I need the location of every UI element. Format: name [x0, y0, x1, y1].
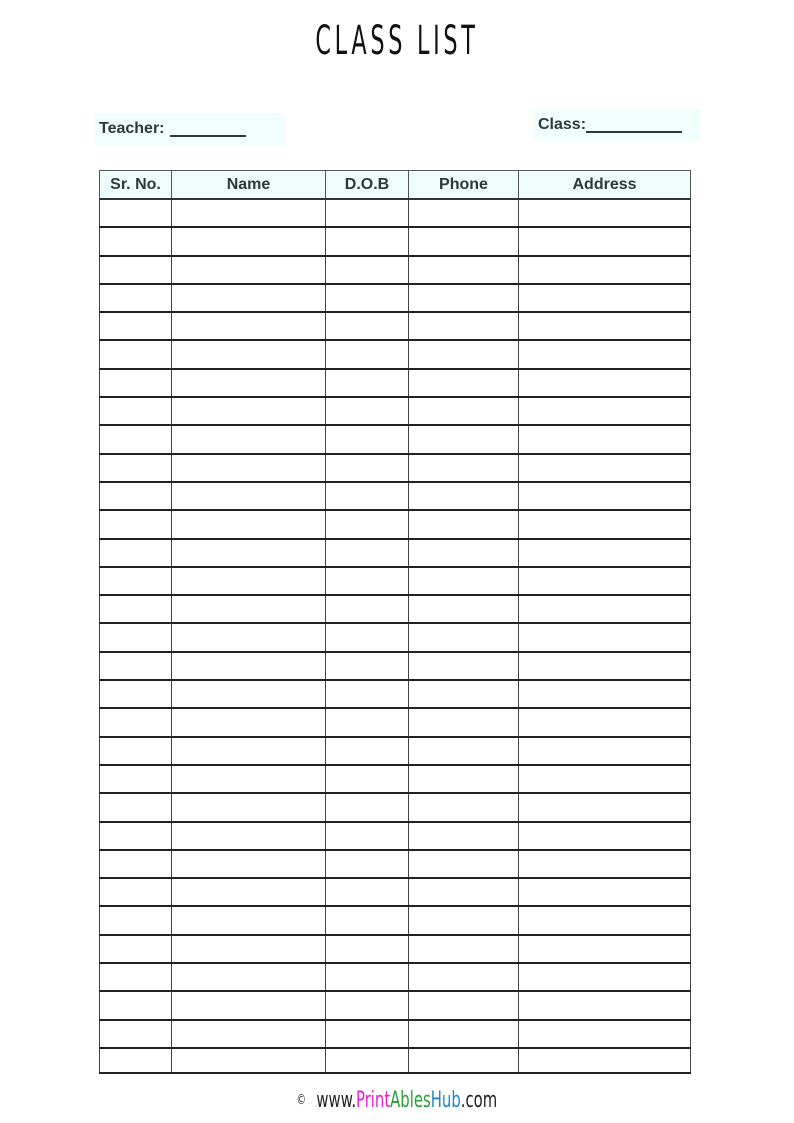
- cell-phone[interactable]: [409, 199, 519, 227]
- table-row: [100, 340, 691, 368]
- cell-address[interactable]: [519, 708, 691, 736]
- cell-phone[interactable]: [409, 765, 519, 793]
- column-header-sr-no: Sr. No.: [100, 171, 172, 200]
- cell-phone[interactable]: [409, 482, 519, 510]
- cell-sr-no[interactable]: [100, 878, 172, 906]
- cell-phone[interactable]: [409, 680, 519, 708]
- page-title: CLASS LIST: [315, 18, 479, 64]
- table-row: [100, 822, 691, 850]
- cell-name[interactable]: [172, 199, 326, 227]
- cell-name[interactable]: [172, 1020, 326, 1048]
- cell-dob[interactable]: [326, 793, 409, 821]
- cell-address[interactable]: [519, 878, 691, 906]
- cell-address[interactable]: [519, 1020, 691, 1048]
- cell-phone[interactable]: [409, 822, 519, 850]
- cell-dob[interactable]: [326, 935, 409, 963]
- cell-address[interactable]: [519, 454, 691, 482]
- cell-dob[interactable]: [326, 765, 409, 793]
- cell-name[interactable]: [172, 482, 326, 510]
- cell-name[interactable]: [172, 793, 326, 821]
- cell-sr-no[interactable]: [100, 340, 172, 368]
- cell-sr-no[interactable]: [100, 652, 172, 680]
- cell-sr-no[interactable]: [100, 567, 172, 595]
- cell-address[interactable]: [519, 595, 691, 623]
- cell-address[interactable]: [519, 199, 691, 227]
- cell-sr-no[interactable]: [100, 737, 172, 765]
- table-row: [100, 482, 691, 510]
- class-blank-line[interactable]: [586, 117, 682, 133]
- cell-dob[interactable]: [326, 199, 409, 227]
- cell-address[interactable]: [519, 765, 691, 793]
- cell-dob[interactable]: [326, 737, 409, 765]
- cell-name[interactable]: [172, 1048, 326, 1073]
- cell-sr-no[interactable]: [100, 510, 172, 538]
- cell-name[interactable]: [172, 397, 326, 425]
- cell-address[interactable]: [519, 1048, 691, 1073]
- cell-address[interactable]: [519, 822, 691, 850]
- table-row: [100, 850, 691, 878]
- cell-sr-no[interactable]: [100, 425, 172, 453]
- cell-dob[interactable]: [326, 510, 409, 538]
- cell-dob[interactable]: [326, 878, 409, 906]
- table-row: [100, 935, 691, 963]
- cell-dob[interactable]: [326, 539, 409, 567]
- brand-hub: Hub: [430, 1088, 461, 1113]
- cell-sr-no[interactable]: [100, 850, 172, 878]
- column-header-phone: Phone: [409, 171, 519, 200]
- cell-name[interactable]: [172, 991, 326, 1019]
- table-row: [100, 737, 691, 765]
- class-field[interactable]: [533, 109, 700, 141]
- cell-name[interactable]: [172, 510, 326, 538]
- cell-address[interactable]: [519, 340, 691, 368]
- table-row: [100, 793, 691, 821]
- cell-name[interactable]: [172, 878, 326, 906]
- cell-dob[interactable]: [326, 284, 409, 312]
- cell-name[interactable]: [172, 652, 326, 680]
- cell-dob[interactable]: [326, 567, 409, 595]
- cell-sr-no[interactable]: [100, 256, 172, 284]
- cell-address[interactable]: [519, 510, 691, 538]
- cell-name[interactable]: [172, 765, 326, 793]
- cell-name[interactable]: [172, 256, 326, 284]
- footer-url-prefix: www.: [316, 1088, 357, 1113]
- cell-sr-no[interactable]: [100, 284, 172, 312]
- cell-address[interactable]: [519, 906, 691, 934]
- cell-name[interactable]: [172, 227, 326, 255]
- cell-address[interactable]: [519, 397, 691, 425]
- cell-phone[interactable]: [409, 454, 519, 482]
- cell-sr-no[interactable]: [100, 454, 172, 482]
- class-label: Class:: [538, 116, 587, 133]
- cell-name[interactable]: [172, 425, 326, 453]
- table-row: [100, 454, 691, 482]
- cell-phone[interactable]: [409, 340, 519, 368]
- footer: [0, 1088, 794, 1113]
- cell-phone[interactable]: [409, 708, 519, 736]
- cell-phone[interactable]: [409, 256, 519, 284]
- cell-phone[interactable]: [409, 425, 519, 453]
- table-row: [100, 397, 691, 425]
- cell-dob[interactable]: [326, 623, 409, 651]
- cell-address[interactable]: [519, 369, 691, 397]
- table-row: [100, 539, 691, 567]
- cell-address[interactable]: [519, 284, 691, 312]
- table-row: [100, 369, 691, 397]
- cell-name[interactable]: [172, 284, 326, 312]
- cell-address[interactable]: [519, 737, 691, 765]
- table-row: [100, 227, 691, 255]
- cell-sr-no[interactable]: [100, 935, 172, 963]
- cell-dob[interactable]: [326, 1020, 409, 1048]
- column-header-address: Address: [519, 171, 691, 200]
- cell-dob[interactable]: [326, 425, 409, 453]
- table-row: [100, 510, 691, 538]
- cell-dob[interactable]: [326, 850, 409, 878]
- cell-sr-no[interactable]: [100, 369, 172, 397]
- cell-phone[interactable]: [409, 284, 519, 312]
- cell-name[interactable]: [172, 454, 326, 482]
- cell-phone[interactable]: [409, 1048, 519, 1073]
- table-row: [100, 991, 691, 1019]
- table-row: [100, 878, 691, 906]
- cell-phone[interactable]: [409, 595, 519, 623]
- cell-sr-no[interactable]: [100, 1048, 172, 1073]
- cell-sr-no[interactable]: [100, 680, 172, 708]
- cell-sr-no[interactable]: [100, 1020, 172, 1048]
- cell-sr-no[interactable]: [100, 991, 172, 1019]
- cell-phone[interactable]: [409, 963, 519, 991]
- table-row: [100, 284, 691, 312]
- cell-address[interactable]: [519, 991, 691, 1019]
- cell-address[interactable]: [519, 652, 691, 680]
- cell-dob[interactable]: [326, 906, 409, 934]
- table-row: [100, 1020, 691, 1048]
- class-list-table: [99, 170, 691, 1074]
- cell-phone[interactable]: [409, 906, 519, 934]
- brand-ables: Ables: [390, 1088, 431, 1113]
- cell-name[interactable]: [172, 680, 326, 708]
- table-row: [100, 312, 691, 340]
- cell-sr-no[interactable]: [100, 793, 172, 821]
- cell-name[interactable]: [172, 595, 326, 623]
- cell-name[interactable]: [172, 708, 326, 736]
- cell-dob[interactable]: [326, 963, 409, 991]
- cell-name[interactable]: [172, 850, 326, 878]
- table-row: [100, 595, 691, 623]
- cell-name[interactable]: [172, 822, 326, 850]
- table-row: [100, 199, 691, 227]
- cell-phone[interactable]: [409, 397, 519, 425]
- cell-dob[interactable]: [326, 369, 409, 397]
- teacher-field[interactable]: [94, 113, 285, 145]
- table-row: [100, 680, 691, 708]
- cell-name[interactable]: [172, 623, 326, 651]
- cell-name[interactable]: [172, 906, 326, 934]
- table-row: [100, 567, 691, 595]
- cell-name[interactable]: [172, 935, 326, 963]
- table-row: [100, 256, 691, 284]
- cell-sr-no[interactable]: [100, 822, 172, 850]
- cell-phone[interactable]: [409, 623, 519, 651]
- cell-name[interactable]: [172, 312, 326, 340]
- table-row: [100, 963, 691, 991]
- cell-dob[interactable]: [326, 652, 409, 680]
- table-row: [100, 623, 691, 651]
- cell-phone[interactable]: [409, 878, 519, 906]
- cell-dob[interactable]: [326, 482, 409, 510]
- cell-address[interactable]: [519, 793, 691, 821]
- cell-sr-no[interactable]: [100, 765, 172, 793]
- cell-phone[interactable]: [409, 1020, 519, 1048]
- cell-phone[interactable]: [409, 227, 519, 255]
- table-row: [100, 425, 691, 453]
- cell-dob[interactable]: [326, 708, 409, 736]
- cell-phone[interactable]: [409, 737, 519, 765]
- cell-address[interactable]: [519, 425, 691, 453]
- cell-sr-no[interactable]: [100, 708, 172, 736]
- cell-dob[interactable]: [326, 454, 409, 482]
- table-row: [100, 652, 691, 680]
- column-header-dob: D.O.B: [326, 171, 409, 200]
- cell-name[interactable]: [172, 737, 326, 765]
- cell-dob[interactable]: [326, 822, 409, 850]
- cell-phone[interactable]: [409, 312, 519, 340]
- cell-phone[interactable]: [409, 539, 519, 567]
- cell-address[interactable]: [519, 312, 691, 340]
- cell-phone[interactable]: [409, 567, 519, 595]
- cell-sr-no[interactable]: [100, 227, 172, 255]
- brand-print: Print: [356, 1088, 391, 1113]
- cell-phone[interactable]: [409, 935, 519, 963]
- cell-sr-no[interactable]: [100, 623, 172, 651]
- cell-address[interactable]: [519, 482, 691, 510]
- teacher-blank-line[interactable]: [170, 121, 246, 137]
- cell-dob[interactable]: [326, 397, 409, 425]
- cell-sr-no[interactable]: [100, 595, 172, 623]
- cell-sr-no[interactable]: [100, 199, 172, 227]
- cell-dob[interactable]: [326, 595, 409, 623]
- cell-name[interactable]: [172, 539, 326, 567]
- cell-dob[interactable]: [326, 256, 409, 284]
- cell-phone[interactable]: [409, 652, 519, 680]
- cell-sr-no[interactable]: [100, 539, 172, 567]
- table-row: [100, 906, 691, 934]
- footer-url-suffix: .com: [460, 1088, 498, 1113]
- cell-name[interactable]: [172, 369, 326, 397]
- table-row: [100, 1048, 691, 1073]
- cell-sr-no[interactable]: [100, 312, 172, 340]
- table-row: [100, 765, 691, 793]
- cell-dob[interactable]: [326, 1048, 409, 1073]
- cell-address[interactable]: [519, 567, 691, 595]
- cell-phone[interactable]: [409, 510, 519, 538]
- copyright-icon: ©: [296, 1092, 307, 1108]
- cell-dob[interactable]: [326, 227, 409, 255]
- cell-address[interactable]: [519, 256, 691, 284]
- cell-address[interactable]: [519, 850, 691, 878]
- cell-address[interactable]: [519, 623, 691, 651]
- cell-phone[interactable]: [409, 793, 519, 821]
- cell-sr-no[interactable]: [100, 397, 172, 425]
- cell-sr-no[interactable]: [100, 906, 172, 934]
- cell-address[interactable]: [519, 227, 691, 255]
- cell-address[interactable]: [519, 680, 691, 708]
- cell-phone[interactable]: [409, 991, 519, 1019]
- cell-address[interactable]: [519, 539, 691, 567]
- cell-sr-no[interactable]: [100, 482, 172, 510]
- teacher-label: Teacher:: [99, 120, 165, 137]
- table-header-row: [100, 171, 691, 200]
- cell-dob[interactable]: [326, 340, 409, 368]
- table-row: [100, 708, 691, 736]
- column-header-name: Name: [172, 171, 326, 200]
- cell-dob[interactable]: [326, 680, 409, 708]
- cell-dob[interactable]: [326, 312, 409, 340]
- cell-address[interactable]: [519, 935, 691, 963]
- cell-sr-no[interactable]: [100, 963, 172, 991]
- cell-name[interactable]: [172, 963, 326, 991]
- cell-name[interactable]: [172, 340, 326, 368]
- cell-phone[interactable]: [409, 850, 519, 878]
- cell-phone[interactable]: [409, 369, 519, 397]
- cell-dob[interactable]: [326, 991, 409, 1019]
- cell-address[interactable]: [519, 963, 691, 991]
- cell-name[interactable]: [172, 567, 326, 595]
